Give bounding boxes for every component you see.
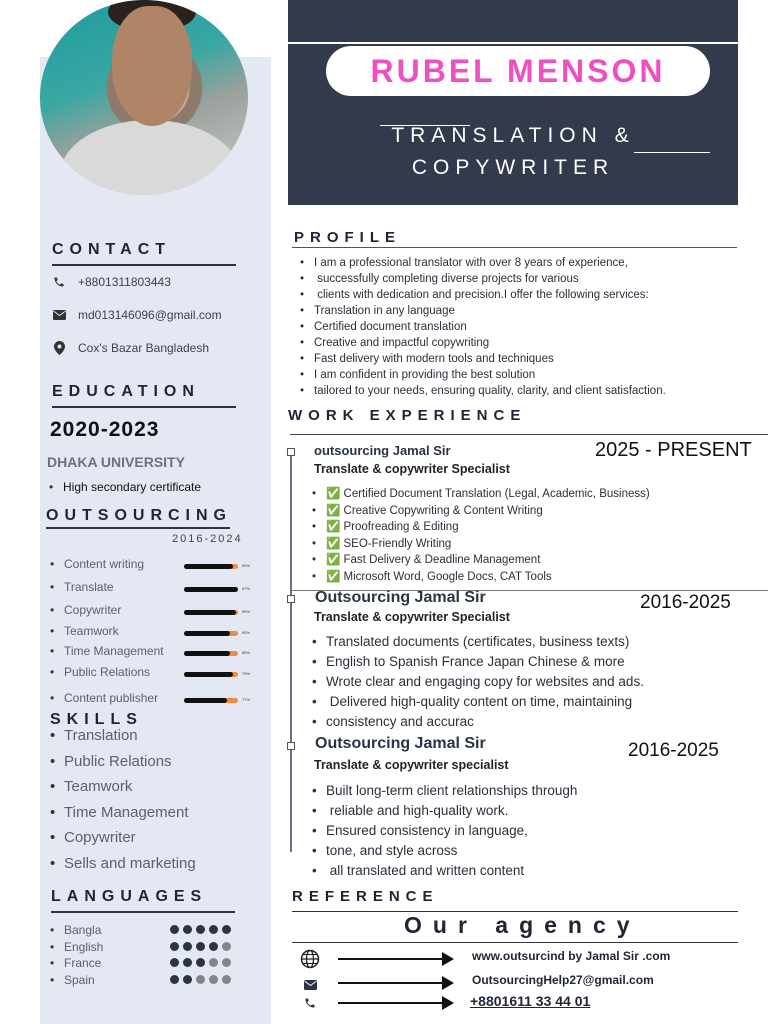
contact-phone: +8801311803443: [52, 275, 171, 289]
job-period: 2016-2025: [640, 592, 731, 613]
job-role: Translate & copywriter specialist: [314, 758, 509, 772]
skill-percent: 95%: [242, 609, 251, 614]
arrow-icon: [338, 958, 452, 960]
list-item: • Public Relations: [50, 753, 172, 770]
level-dot: [209, 925, 218, 934]
level-dot: [222, 925, 231, 934]
phone-link[interactable]: +8801611 33 44 01: [470, 993, 591, 1009]
level-dot: [170, 958, 179, 967]
level-dot: [183, 958, 192, 967]
list-item: • consistency and accurac: [312, 712, 644, 732]
list-item: • I am confident in providing the best solution: [300, 367, 666, 383]
contact-heading: CONTACT: [52, 241, 172, 258]
timeline: [290, 452, 292, 852]
level-dot: [170, 942, 179, 951]
skill-percent: 90%: [242, 563, 251, 568]
job-period: 2016-2025: [628, 740, 719, 761]
list-item: • Fast delivery with modern tools and techniques: [300, 351, 666, 367]
list-item: • Wrote clear and engaging copy for websites and ads.: [312, 672, 644, 692]
list-item: • ✅ Certified Document Translation (Legal, Academic, Business): [312, 486, 650, 503]
reference-heading: REFERENCE: [292, 888, 439, 905]
level-dot: [196, 958, 205, 967]
education-heading: EDUCATION: [52, 383, 200, 400]
mail-icon: [52, 308, 66, 322]
list-item: • Ensured consistency in language,: [312, 821, 577, 841]
work-heading: WORK EXPERIENCE: [288, 407, 527, 424]
reference-email: [304, 977, 317, 995]
skill-percent: 75%: [242, 671, 251, 676]
job-duties-list: [312, 632, 644, 732]
skill-level-bar: [184, 651, 238, 656]
languages-heading: LANGUAGES: [51, 888, 208, 905]
job-title: TRANSLATION & COPYWRITER: [391, 124, 635, 179]
list-item: • Copywriter: [50, 829, 136, 846]
job-role: Translate & copywriter Specialist: [314, 462, 510, 476]
list-item: • France: [50, 956, 101, 970]
skill-level-bar: [184, 564, 238, 569]
job-duties-list: [312, 781, 577, 881]
job-role: Translate & copywriter Specialist: [314, 610, 510, 624]
reference-website: [300, 949, 320, 974]
list-item: • High secondary certificate: [49, 480, 201, 494]
language-level-dots: [170, 975, 231, 984]
list-item: • Copywriter: [50, 603, 121, 617]
level-dot: [209, 975, 218, 984]
education-list: [49, 480, 201, 494]
level-dot: [196, 975, 205, 984]
skills-heading: SKILLS: [50, 711, 143, 728]
list-item: • English: [50, 940, 103, 954]
job-company: Outsourcing Jamal Sir: [315, 735, 486, 752]
outsourcing-heading: OUTSOURCING: [46, 507, 232, 524]
reference-phone: [304, 996, 316, 1014]
skill-percent: 85%: [242, 650, 251, 655]
level-dot: [183, 925, 192, 934]
education-years: 2020-2023: [50, 418, 160, 441]
list-item: • Teamwork: [50, 778, 132, 795]
list-item: • reliable and high-quality work.: [312, 801, 577, 821]
list-item: • Sells and marketing: [50, 855, 196, 872]
phone-icon: [304, 996, 316, 1014]
list-item: • clients with dedication and precision.I offer the following services:: [300, 287, 666, 303]
outsourcing-years: 2016-2024: [172, 533, 243, 545]
skill-level-bar: [184, 587, 238, 592]
globe-icon: [300, 949, 320, 974]
list-item: • ✅ Proofreading & Editing: [312, 519, 650, 536]
job-period: 2025 - PRESENT: [595, 439, 752, 461]
list-item: • Content publisher: [50, 691, 158, 705]
level-dot: [183, 975, 192, 984]
level-dot: [222, 942, 231, 951]
list-item: • Translated documents (certificates, business texts): [312, 632, 644, 652]
list-item: • Creative and impactful copywriting: [300, 335, 666, 351]
list-item: • Built long-term client relationships through: [312, 781, 577, 801]
job-company: outsourcing Jamal Sir: [314, 443, 451, 458]
list-item: • Time Management: [50, 804, 189, 821]
list-item: • ✅ Fast Delivery & Deadline Management: [312, 552, 650, 569]
arrow-icon: [338, 1002, 452, 1004]
list-item: • Time Management: [50, 644, 164, 658]
list-item: • Public Relations: [50, 665, 150, 679]
website-link[interactable]: www.outsurcind by Jamal Sir .com: [472, 949, 671, 963]
skill-percent: 77%: [242, 697, 251, 702]
contact-email: md013146096@gmail.com: [52, 308, 222, 322]
list-item: • ✅ Creative Copywriting & Content Writing: [312, 503, 650, 520]
list-item: • tone, and style across: [312, 841, 577, 861]
skill-level-bar: [184, 631, 238, 636]
profile-list: [300, 255, 666, 399]
level-dot: [222, 958, 231, 967]
list-item: • ✅ Microsoft Word, Google Docs, CAT Tools: [312, 569, 650, 586]
profile-heading: PROFILE: [294, 229, 402, 246]
list-item: • I am a professional translator with over 8 years of experience,: [300, 255, 666, 271]
email-link[interactable]: OutsourcingHelp27@gmail.com: [472, 973, 654, 987]
skill-level-bar: [184, 672, 238, 677]
skill-level-bar: [184, 698, 238, 703]
contact-address: Cox's Bazar Bangladesh: [52, 341, 209, 355]
list-item: • ✅ SEO-Friendly Writing: [312, 536, 650, 553]
job-duties-list: [312, 486, 650, 585]
list-item: • tailored to your needs, ensuring quality, clarity, and client satisfaction.: [300, 383, 666, 399]
level-dot: [196, 925, 205, 934]
list-item: • Certified document translation: [300, 319, 666, 335]
language-level-dots: [170, 958, 231, 967]
job-company: Outsourcing Jamal Sir: [315, 589, 486, 606]
agency-title: Our agency: [404, 912, 641, 938]
education-school: DHAKA UNIVERSITY: [47, 454, 185, 470]
level-dot: [222, 975, 231, 984]
skill-level-bar: [184, 610, 238, 615]
header-banner: [288, 0, 738, 205]
level-dot: [183, 942, 192, 951]
list-item: • English to Spanish France Japan Chinese & more: [312, 652, 644, 672]
skill-percent: 90%: [242, 630, 251, 635]
location-pin-icon: [52, 341, 66, 355]
list-item: • Translation in any language: [300, 303, 666, 319]
list-item: • Translation: [50, 727, 138, 744]
level-dot: [170, 925, 179, 934]
language-level-dots: [170, 942, 231, 951]
language-level-dots: [170, 925, 231, 934]
list-item: • Spain: [50, 973, 95, 987]
list-item: • Teamwork: [50, 624, 119, 638]
phone-icon: [52, 275, 66, 289]
skill-percent: 97%: [242, 586, 251, 591]
list-item: • all translated and written content: [312, 861, 577, 881]
level-dot: [170, 975, 179, 984]
arrow-icon: [338, 982, 452, 984]
list-item: • Translate: [50, 580, 114, 594]
level-dot: [209, 958, 218, 967]
level-dot: [209, 942, 218, 951]
level-dot: [196, 942, 205, 951]
list-item: • Bangla: [50, 923, 101, 937]
list-item: • successfully completing diverse projects for various: [300, 271, 666, 287]
mail-icon: [304, 977, 317, 995]
name-title: RUBEL MENSON: [326, 46, 710, 96]
list-item: • Content writing: [50, 557, 144, 571]
list-item: • Delivered high-quality content on time, maintaining: [312, 692, 644, 712]
profile-photo: [40, 0, 248, 195]
